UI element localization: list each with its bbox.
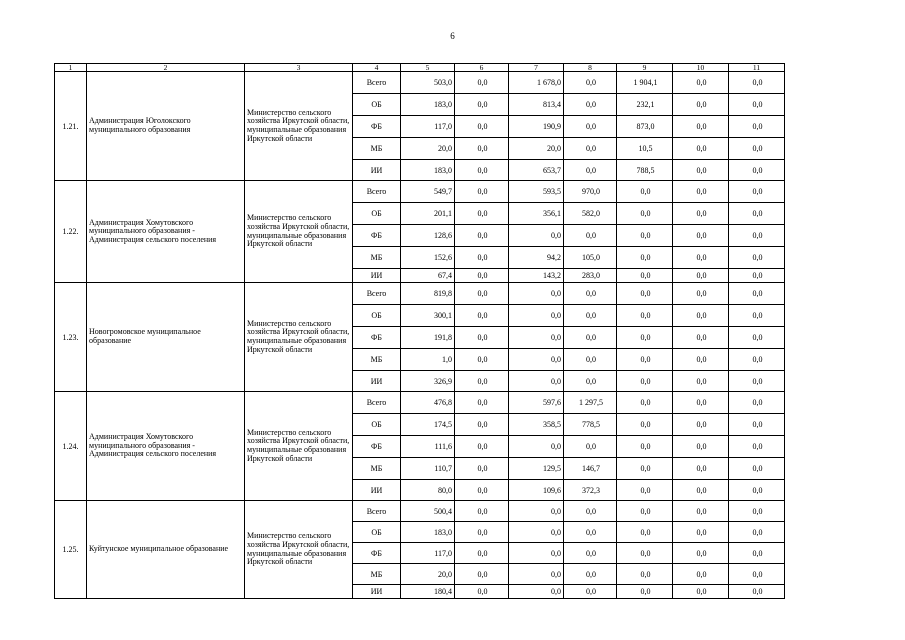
value-cell: 20,0: [401, 564, 455, 585]
value-cell: 0,0: [509, 349, 564, 371]
funding-source-cell: ИИ: [353, 480, 401, 501]
value-cell: 0,0: [729, 564, 785, 585]
table-row: [55, 181, 785, 203]
value-cell: 0,0: [673, 458, 729, 480]
value-cell: 183,0: [401, 160, 455, 181]
value-cell: 0,0: [564, 225, 617, 247]
header-cell: 6: [455, 64, 509, 72]
value-cell: 0,0: [564, 436, 617, 458]
funding-source-cell: ИИ: [353, 269, 401, 283]
value-cell: 0,0: [673, 585, 729, 599]
value-cell: 0,0: [729, 392, 785, 414]
value-cell: 183,0: [401, 522, 455, 543]
header-cell: 5: [401, 64, 455, 72]
value-cell: 0,0: [617, 327, 673, 349]
value-cell: 283,0: [564, 269, 617, 283]
value-cell: 372,3: [564, 480, 617, 501]
funding-source-cell: МБ: [353, 349, 401, 371]
value-cell: 0,0: [564, 522, 617, 543]
value-cell: 0,0: [617, 564, 673, 585]
value-cell: 0,0: [509, 522, 564, 543]
value-cell: 0,0: [455, 458, 509, 480]
value-cell: 0,0: [729, 522, 785, 543]
value-cell: 0,0: [729, 436, 785, 458]
value-cell: 0,0: [455, 138, 509, 160]
value-cell: 20,0: [509, 138, 564, 160]
item-number: 1.21.: [55, 72, 87, 181]
budget-table: [54, 63, 785, 599]
value-cell: 0,0: [729, 160, 785, 181]
value-cell: 0,0: [564, 116, 617, 138]
value-cell: 0,0: [509, 436, 564, 458]
value-cell: 0,0: [729, 94, 785, 116]
value-cell: 111,6: [401, 436, 455, 458]
value-cell: 0,0: [509, 225, 564, 247]
funding-source-cell: ФБ: [353, 116, 401, 138]
header-cell: 8: [564, 64, 617, 72]
value-cell: 0,0: [564, 138, 617, 160]
value-cell: 0,0: [617, 501, 673, 522]
header-cell: 10: [673, 64, 729, 72]
value-cell: 1,0: [401, 349, 455, 371]
value-cell: 0,0: [673, 414, 729, 436]
value-cell: 819,8: [401, 283, 455, 305]
value-cell: 356,1: [509, 203, 564, 225]
value-cell: 0,0: [455, 392, 509, 414]
funding-source-cell: Всего: [353, 181, 401, 203]
value-cell: 0,0: [617, 225, 673, 247]
value-cell: 129,5: [509, 458, 564, 480]
funding-source-cell: ОБ: [353, 305, 401, 327]
value-cell: 970,0: [564, 181, 617, 203]
value-cell: 0,0: [455, 349, 509, 371]
header-cell: 7: [509, 64, 564, 72]
value-cell: 503,0: [401, 72, 455, 94]
value-cell: 0,0: [729, 349, 785, 371]
value-cell: 0,0: [729, 138, 785, 160]
value-cell: 0,0: [564, 564, 617, 585]
funding-source-cell: ОБ: [353, 522, 401, 543]
value-cell: 0,0: [617, 522, 673, 543]
value-cell: 326,9: [401, 371, 455, 392]
value-cell: 0,0: [673, 564, 729, 585]
funding-source-cell: ФБ: [353, 543, 401, 564]
value-cell: 128,6: [401, 225, 455, 247]
value-cell: 0,0: [729, 458, 785, 480]
funding-source-cell: МБ: [353, 138, 401, 160]
value-cell: 0,0: [617, 458, 673, 480]
value-cell: 0,0: [729, 269, 785, 283]
value-cell: 0,0: [564, 283, 617, 305]
responsible-cell: Министерство сельского хозяйства Иркутской области, муниципальные образования Иркутской области: [245, 181, 353, 283]
header-cell: 11: [729, 64, 785, 72]
funding-source-cell: МБ: [353, 564, 401, 585]
value-cell: 0,0: [564, 585, 617, 599]
value-cell: 0,0: [509, 283, 564, 305]
value-cell: 0,0: [455, 181, 509, 203]
value-cell: 0,0: [729, 72, 785, 94]
value-cell: 0,0: [455, 116, 509, 138]
value-cell: 0,0: [673, 283, 729, 305]
funding-source-cell: Всего: [353, 283, 401, 305]
value-cell: 0,0: [564, 501, 617, 522]
value-cell: 0,0: [729, 247, 785, 269]
value-cell: 0,0: [673, 94, 729, 116]
value-cell: 109,6: [509, 480, 564, 501]
value-cell: 500,4: [401, 501, 455, 522]
value-cell: 0,0: [617, 349, 673, 371]
value-cell: 0,0: [617, 181, 673, 203]
value-cell: 0,0: [673, 543, 729, 564]
item-number: 1.22.: [55, 181, 87, 283]
value-cell: 0,0: [509, 305, 564, 327]
value-cell: 0,0: [564, 327, 617, 349]
value-cell: 0,0: [564, 543, 617, 564]
value-cell: 0,0: [673, 138, 729, 160]
responsible-cell: Министерство сельского хозяйства Иркутской области, муниципальные образования Иркутской области: [245, 392, 353, 501]
value-cell: 0,0: [673, 436, 729, 458]
header-cell: 9: [617, 64, 673, 72]
funding-source-cell: ФБ: [353, 436, 401, 458]
value-cell: 0,0: [673, 392, 729, 414]
funding-source-cell: Всего: [353, 501, 401, 522]
value-cell: 0,0: [729, 305, 785, 327]
value-cell: 0,0: [509, 585, 564, 599]
value-cell: 117,0: [401, 116, 455, 138]
value-cell: 300,1: [401, 305, 455, 327]
funding-source-cell: МБ: [353, 247, 401, 269]
value-cell: 476,8: [401, 392, 455, 414]
value-cell: 0,0: [455, 94, 509, 116]
funding-source-cell: ИИ: [353, 160, 401, 181]
funding-source-cell: ОБ: [353, 94, 401, 116]
value-cell: 0,0: [673, 480, 729, 501]
value-cell: 0,0: [617, 371, 673, 392]
responsible-cell: Министерство сельского хозяйства Иркутской области, муниципальные образования Иркутской области: [245, 501, 353, 599]
value-cell: 0,0: [455, 414, 509, 436]
value-cell: 201,1: [401, 203, 455, 225]
value-cell: 94,2: [509, 247, 564, 269]
value-cell: 0,0: [729, 543, 785, 564]
value-cell: 0,0: [455, 543, 509, 564]
organization-cell: Куйтунское муниципальное образование: [87, 501, 245, 599]
table-row: [55, 283, 785, 305]
value-cell: 0,0: [673, 269, 729, 283]
item-number: 1.23.: [55, 283, 87, 392]
value-cell: 813,4: [509, 94, 564, 116]
value-cell: 358,5: [509, 414, 564, 436]
value-cell: 0,0: [673, 349, 729, 371]
value-cell: 788,5: [617, 160, 673, 181]
value-cell: 0,0: [617, 203, 673, 225]
value-cell: 0,0: [455, 585, 509, 599]
value-cell: 0,0: [673, 116, 729, 138]
value-cell: 0,0: [729, 327, 785, 349]
value-cell: 0,0: [673, 181, 729, 203]
value-cell: 174,5: [401, 414, 455, 436]
value-cell: 1 297,5: [564, 392, 617, 414]
funding-source-cell: ОБ: [353, 203, 401, 225]
value-cell: 0,0: [617, 247, 673, 269]
value-cell: 0,0: [729, 585, 785, 599]
page-number: 6: [450, 31, 455, 41]
value-cell: 0,0: [673, 501, 729, 522]
value-cell: 778,5: [564, 414, 617, 436]
value-cell: 191,8: [401, 327, 455, 349]
value-cell: 0,0: [564, 371, 617, 392]
value-cell: 232,1: [617, 94, 673, 116]
funding-source-cell: ИИ: [353, 371, 401, 392]
value-cell: 0,0: [729, 283, 785, 305]
value-cell: 67,4: [401, 269, 455, 283]
funding-source-cell: МБ: [353, 458, 401, 480]
value-cell: 0,0: [455, 371, 509, 392]
value-cell: 0,0: [729, 225, 785, 247]
value-cell: 117,0: [401, 543, 455, 564]
value-cell: 0,0: [455, 203, 509, 225]
value-cell: 0,0: [617, 392, 673, 414]
value-cell: 0,0: [729, 181, 785, 203]
value-cell: 0,0: [455, 305, 509, 327]
value-cell: 0,0: [509, 543, 564, 564]
value-cell: 597,6: [509, 392, 564, 414]
value-cell: 10,5: [617, 138, 673, 160]
value-cell: 0,0: [729, 371, 785, 392]
value-cell: 0,0: [729, 414, 785, 436]
header-cell: 1: [55, 64, 87, 72]
value-cell: 146,7: [564, 458, 617, 480]
value-cell: 0,0: [455, 72, 509, 94]
value-cell: 0,0: [617, 543, 673, 564]
value-cell: 190,9: [509, 116, 564, 138]
value-cell: 1 678,0: [509, 72, 564, 94]
value-cell: 0,0: [455, 522, 509, 543]
funding-source-cell: ФБ: [353, 225, 401, 247]
value-cell: 0,0: [617, 305, 673, 327]
header-cell: 4: [353, 64, 401, 72]
value-cell: 0,0: [564, 94, 617, 116]
item-number: 1.24.: [55, 392, 87, 501]
value-cell: 0,0: [509, 501, 564, 522]
value-cell: 0,0: [673, 72, 729, 94]
item-number: 1.25.: [55, 501, 87, 599]
value-cell: 0,0: [617, 436, 673, 458]
value-cell: 549,7: [401, 181, 455, 203]
value-cell: 0,0: [673, 305, 729, 327]
header-cell: 2: [87, 64, 245, 72]
value-cell: 0,0: [455, 480, 509, 501]
value-cell: 0,0: [617, 585, 673, 599]
value-cell: 0,0: [455, 247, 509, 269]
value-cell: 1 904,1: [617, 72, 673, 94]
value-cell: 0,0: [617, 414, 673, 436]
table-row: [55, 72, 785, 94]
value-cell: 0,0: [564, 349, 617, 371]
funding-source-cell: ИИ: [353, 585, 401, 599]
funding-source-cell: ОБ: [353, 414, 401, 436]
value-cell: 0,0: [509, 327, 564, 349]
value-cell: 105,0: [564, 247, 617, 269]
value-cell: 0,0: [509, 564, 564, 585]
value-cell: 0,0: [455, 160, 509, 181]
value-cell: 0,0: [617, 269, 673, 283]
funding-source-cell: Всего: [353, 392, 401, 414]
value-cell: 143,2: [509, 269, 564, 283]
value-cell: 0,0: [673, 225, 729, 247]
value-cell: 80,0: [401, 480, 455, 501]
value-cell: 0,0: [564, 72, 617, 94]
header-row: [55, 64, 785, 72]
value-cell: 0,0: [729, 116, 785, 138]
value-cell: 0,0: [455, 225, 509, 247]
value-cell: 110,7: [401, 458, 455, 480]
funding-source-cell: ФБ: [353, 327, 401, 349]
value-cell: 183,0: [401, 94, 455, 116]
value-cell: 0,0: [673, 203, 729, 225]
responsible-cell: Министерство сельского хозяйства Иркутской области, муниципальные образования Иркутской области: [245, 283, 353, 392]
organization-cell: Администрация Хомутовского муниципального образования - Администрация сельского поселения: [87, 181, 245, 283]
organization-cell: Администрация Хомутовского муниципального образования - Администрация сельского поселения: [87, 392, 245, 501]
value-cell: 20,0: [401, 138, 455, 160]
value-cell: 0,0: [455, 283, 509, 305]
value-cell: 152,6: [401, 247, 455, 269]
value-cell: 0,0: [455, 327, 509, 349]
value-cell: 0,0: [455, 564, 509, 585]
value-cell: 653,7: [509, 160, 564, 181]
value-cell: 0,0: [509, 371, 564, 392]
value-cell: 873,0: [617, 116, 673, 138]
funding-source-cell: Всего: [353, 72, 401, 94]
value-cell: 0,0: [455, 269, 509, 283]
value-cell: 0,0: [673, 160, 729, 181]
value-cell: 0,0: [617, 480, 673, 501]
value-cell: 0,0: [455, 501, 509, 522]
value-cell: 0,0: [455, 436, 509, 458]
organization-cell: Администрация Юголокского муниципального образования: [87, 72, 245, 181]
header-cell: 3: [245, 64, 353, 72]
value-cell: 0,0: [729, 203, 785, 225]
value-cell: 582,0: [564, 203, 617, 225]
responsible-cell: Министерство сельского хозяйства Иркутской области, муниципальные образования Иркутской области: [245, 72, 353, 181]
value-cell: 0,0: [673, 247, 729, 269]
value-cell: 0,0: [673, 327, 729, 349]
organization-cell: Новогромовское муниципальное образование: [87, 283, 245, 392]
value-cell: 0,0: [617, 283, 673, 305]
value-cell: 0,0: [564, 305, 617, 327]
value-cell: 0,0: [673, 522, 729, 543]
value-cell: 0,0: [564, 160, 617, 181]
table-row: [55, 392, 785, 414]
table-row: [55, 501, 785, 522]
value-cell: 0,0: [729, 480, 785, 501]
value-cell: 180,4: [401, 585, 455, 599]
value-cell: 593,5: [509, 181, 564, 203]
value-cell: 0,0: [673, 371, 729, 392]
value-cell: 0,0: [729, 501, 785, 522]
